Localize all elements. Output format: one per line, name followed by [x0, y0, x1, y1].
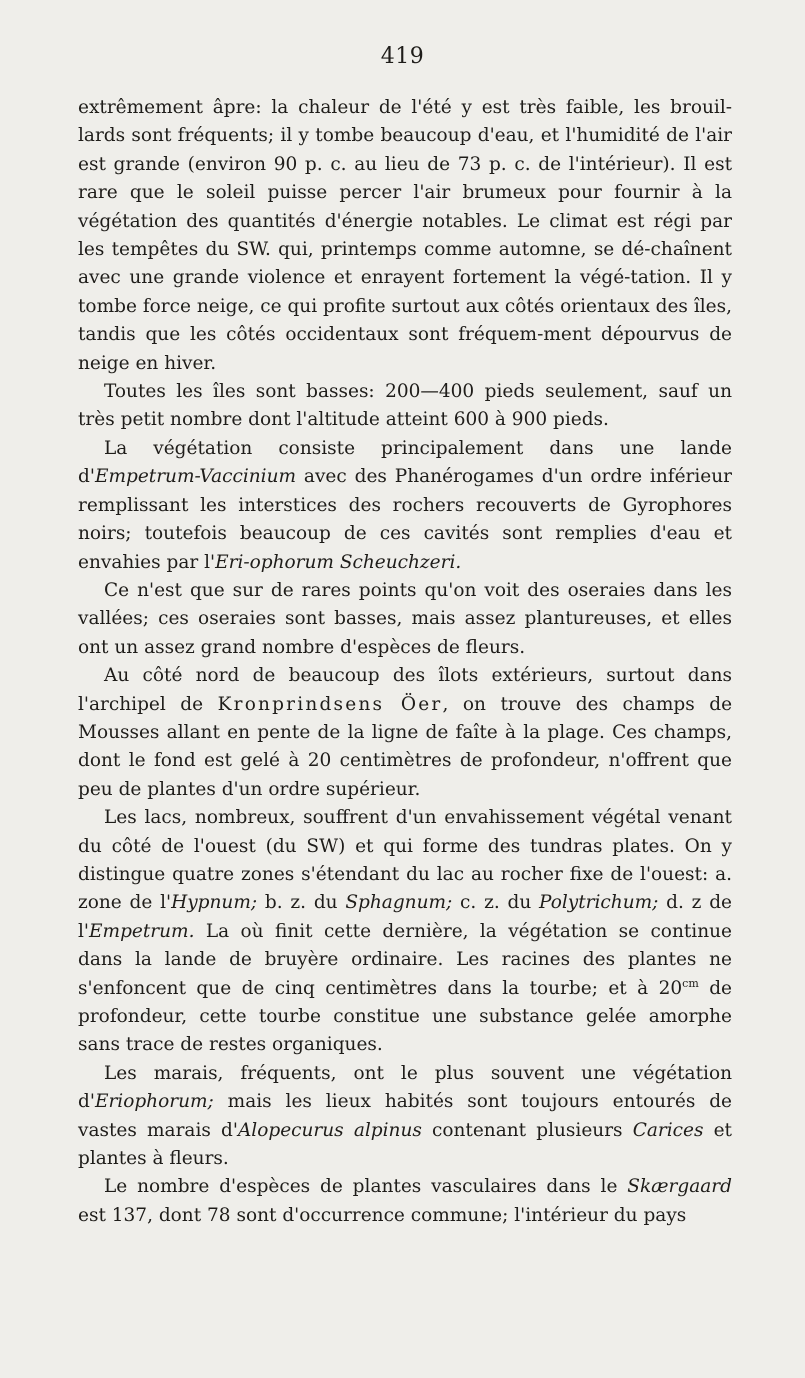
page-number: 419	[380, 44, 425, 69]
paragraph-p5	[78, 662, 732, 804]
text-segment: de profondeur, cette tourbe constitue une substance gelée amorphe sans trace de restes organiques.	[78, 977, 732, 1056]
paragraph-p1	[78, 94, 732, 378]
text-segment: Carices	[632, 1119, 704, 1141]
text-segment: Ce n'est que sur de rares points qu'on voit des oseraies dans les vallées; ces oseraies sont basses, mais assez plantureuses, et elles ont un assez grand nombre d'espèces de fleurs.	[78, 579, 732, 658]
text-segment: c. z. du	[452, 892, 540, 914]
text-segment: et plantes à fleurs.	[78, 1119, 732, 1170]
paragraph-p8	[78, 1173, 732, 1230]
text-segment: La où finit cette dernière, la végétation se continue dans la lande de bruyère ordinaire. Les racines des plantes ne s'enfoncent que de cinq centimètres dans la tourbe; et à 20	[78, 920, 732, 999]
text-segment: Hypnum;	[171, 892, 258, 914]
text-segment: Eri-ophorum Scheuchzeri.	[215, 551, 462, 573]
paragraph-p4	[78, 577, 732, 662]
paragraph-p2	[78, 378, 732, 435]
text-segment: Toutes les îles sont basses: 200—400 pieds seulement, sauf un très petit nombre dont l'altitude atteint 600 à 900 pieds.	[78, 381, 732, 431]
text-segment: Les lacs, nombreux, souffrent d'un envahissement végétal venant du côté de l'ouest (du SW) et qui forme des tundras plates. On y distingue quatre zones s'étendant du lac au rocher fixe de l'ouest: a. zone de l'	[78, 807, 732, 914]
text-segment: , on trouve des champs de Mousses allant en pente de la ligne de faîte à la plage. Ces champs, dont le fond est gelé à 20 centimètres de profondeur, n'offrent que peu de plantes d'un ordre supérieur.	[78, 693, 733, 800]
text-segment: Au côté nord de beaucoup des îlots extérieurs, surtout dans l'archipel de	[78, 665, 732, 715]
paragraph-p7	[78, 1060, 732, 1174]
text-segment: Empetrum-Vaccinium	[94, 466, 297, 488]
text-segment: b. z. du	[257, 892, 346, 914]
text-segment: Eriophorum;	[94, 1091, 214, 1113]
text-segment: mais les lieux habités sont toujours entourés de vastes marais d'	[78, 1091, 732, 1141]
text-segment: Empetrum.	[89, 920, 195, 942]
text-segment: Les marais, fréquents, ont le plus souvent une végétation d'	[78, 1062, 732, 1113]
text-segment: contenant plusieurs	[421, 1119, 633, 1141]
text-segment: avec des Phanérogames d'un ordre inférieur remplissant les interstices des rochers recouverts de Gyrophores noirs; toutefois beaucoup de ces cavités sont remplies d'eau et envahies par l'	[78, 466, 732, 573]
text-segment: extrêmement âpre: la chaleur de l'été y est très faible, les brouil-lards sont fréquents; il y tombe beaucoup d'eau, et l'humidité de l'air est grande (environ 90 p. c. au lieu de 73 p. c. de l'intérieur). Il est rare que le soleil puisse percer l'air brumeux pour fournir à la végétation des quantités d'énergie notables. Le climat est régi par les tempêtes du SW. qui, printemps comme automne, se dé-chaînent avec une grande violence et enrayent fortement la végé-tation. Il y tombe force neige, ce qui profite surtout aux côtés orientaux des îles, tandis que les côtés occidentaux sont fréquem-ment dépourvus de neige en hiver.	[78, 97, 732, 374]
body-text	[78, 94, 732, 1230]
text-segment: Polytrichum;	[539, 892, 659, 914]
text-segment: cm	[682, 976, 699, 990]
text-segment: Le nombre d'espèces de plantes vasculaires dans le	[104, 1176, 628, 1198]
text-segment: d. z de l'	[78, 892, 732, 942]
paragraph-p3	[78, 435, 732, 577]
text-segment: Sphagnum;	[345, 892, 453, 914]
text-segment: Alopecurus alpinus	[237, 1119, 422, 1141]
text-segment: est 137, dont 78 sont d'occurrence commune; l'intérieur du pays	[78, 1204, 687, 1226]
text-segment: Kronprindsens Öer	[217, 693, 443, 715]
paragraph-p6	[78, 804, 732, 1060]
text-segment: Skærgaard	[627, 1176, 732, 1198]
text-segment: La végétation consiste principalement dans une lande d'	[78, 437, 732, 488]
